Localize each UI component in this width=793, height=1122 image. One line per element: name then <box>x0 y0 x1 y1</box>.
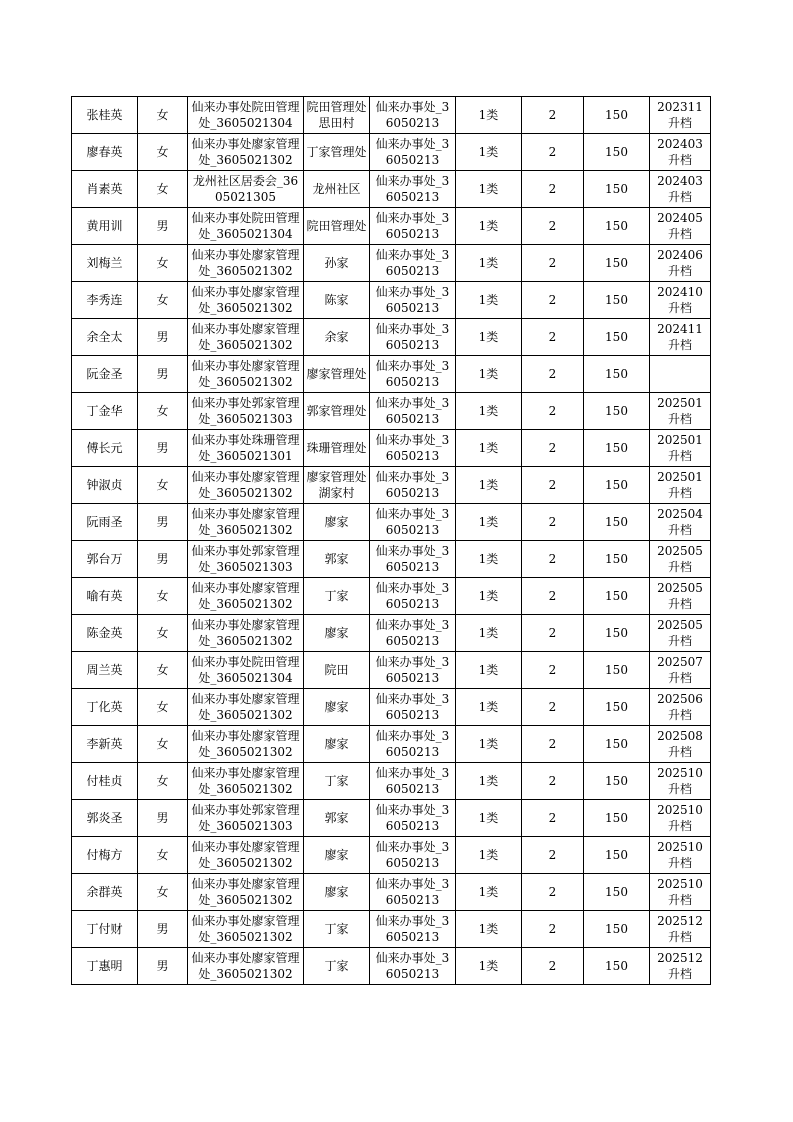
count-cell: 2 <box>522 208 584 245</box>
category-cell: 1类 <box>456 615 522 652</box>
org-cell: 仙来办事处廖家管理处_3605021302 <box>188 911 304 948</box>
table-row <box>72 282 711 319</box>
note-cell: 202512升档 <box>650 948 711 985</box>
note-cell: 202505升档 <box>650 541 711 578</box>
area-cell: 廖家 <box>304 689 370 726</box>
name-cell: 阮雨圣 <box>72 504 138 541</box>
area-cell: 丁家 <box>304 948 370 985</box>
area-cell: 院田管理处思田村 <box>304 97 370 134</box>
category-cell: 1类 <box>456 652 522 689</box>
category-cell: 1类 <box>456 948 522 985</box>
org-cell: 仙来办事处廖家管理处_3605021302 <box>188 245 304 282</box>
amount-cell: 150 <box>584 245 650 282</box>
office-cell: 仙来办事处_36050213 <box>370 208 456 245</box>
note-cell: 202311升档 <box>650 97 711 134</box>
amount-cell: 150 <box>584 800 650 837</box>
amount-cell: 150 <box>584 393 650 430</box>
org-cell: 仙来办事处郭家管理处_3605021303 <box>188 393 304 430</box>
name-cell: 丁金华 <box>72 393 138 430</box>
category-cell: 1类 <box>456 689 522 726</box>
area-cell: 廖家 <box>304 874 370 911</box>
org-cell: 仙来办事处郭家管理处_3605021303 <box>188 541 304 578</box>
org-cell: 仙来办事处廖家管理处_3605021302 <box>188 467 304 504</box>
org-cell: 仙来办事处廖家管理处_3605021302 <box>188 319 304 356</box>
table-row <box>72 319 711 356</box>
note-cell: 202501升档 <box>650 467 711 504</box>
count-cell: 2 <box>522 763 584 800</box>
amount-cell: 150 <box>584 763 650 800</box>
category-cell: 1类 <box>456 911 522 948</box>
amount-cell: 150 <box>584 319 650 356</box>
note-cell: 202505升档 <box>650 578 711 615</box>
category-cell: 1类 <box>456 171 522 208</box>
note-cell: 202506升档 <box>650 689 711 726</box>
table-row <box>72 245 711 282</box>
org-cell: 仙来办事处院田管理处_3605021304 <box>188 208 304 245</box>
name-cell: 刘梅兰 <box>72 245 138 282</box>
org-cell: 仙来办事处廖家管理处_3605021302 <box>188 837 304 874</box>
count-cell: 2 <box>522 319 584 356</box>
area-cell: 丁家管理处 <box>304 134 370 171</box>
category-cell: 1类 <box>456 282 522 319</box>
org-cell: 仙来办事处廖家管理处_3605021302 <box>188 356 304 393</box>
count-cell: 2 <box>522 800 584 837</box>
name-cell: 廖春英 <box>72 134 138 171</box>
name-cell: 阮金圣 <box>72 356 138 393</box>
area-cell: 郭家 <box>304 541 370 578</box>
count-cell: 2 <box>522 578 584 615</box>
category-cell: 1类 <box>456 726 522 763</box>
category-cell: 1类 <box>456 393 522 430</box>
org-cell: 仙来办事处郭家管理处_3605021303 <box>188 800 304 837</box>
gender-cell: 男 <box>138 430 188 467</box>
name-cell: 余群英 <box>72 874 138 911</box>
office-cell: 仙来办事处_36050213 <box>370 763 456 800</box>
office-cell: 仙来办事处_36050213 <box>370 689 456 726</box>
name-cell: 付梅方 <box>72 837 138 874</box>
area-cell: 院田管理处 <box>304 208 370 245</box>
amount-cell: 150 <box>584 356 650 393</box>
note-cell: 202410升档 <box>650 282 711 319</box>
gender-cell: 女 <box>138 615 188 652</box>
table-row <box>72 393 711 430</box>
office-cell: 仙来办事处_36050213 <box>370 911 456 948</box>
org-cell: 仙来办事处院田管理处_3605021304 <box>188 97 304 134</box>
name-cell: 丁惠明 <box>72 948 138 985</box>
count-cell: 2 <box>522 911 584 948</box>
category-cell: 1类 <box>456 763 522 800</box>
area-cell: 丁家 <box>304 911 370 948</box>
area-cell: 廖家管理处 <box>304 356 370 393</box>
table-row <box>72 837 711 874</box>
org-cell: 仙来办事处珠珊管理处_3605021301 <box>188 430 304 467</box>
amount-cell: 150 <box>584 874 650 911</box>
org-cell: 仙来办事处廖家管理处_3605021302 <box>188 504 304 541</box>
category-cell: 1类 <box>456 356 522 393</box>
area-cell: 陈家 <box>304 282 370 319</box>
count-cell: 2 <box>522 356 584 393</box>
office-cell: 仙来办事处_36050213 <box>370 467 456 504</box>
gender-cell: 男 <box>138 911 188 948</box>
table-row <box>72 134 711 171</box>
org-cell: 仙来办事处廖家管理处_3605021302 <box>188 948 304 985</box>
area-cell: 廖家 <box>304 837 370 874</box>
gender-cell: 女 <box>138 171 188 208</box>
gender-cell: 女 <box>138 578 188 615</box>
amount-cell: 150 <box>584 134 650 171</box>
office-cell: 仙来办事处_36050213 <box>370 134 456 171</box>
count-cell: 2 <box>522 171 584 208</box>
table-row <box>72 356 711 393</box>
gender-cell: 女 <box>138 134 188 171</box>
gender-cell: 男 <box>138 356 188 393</box>
org-cell: 仙来办事处廖家管理处_3605021302 <box>188 689 304 726</box>
category-cell: 1类 <box>456 467 522 504</box>
category-cell: 1类 <box>456 245 522 282</box>
org-cell: 仙来办事处廖家管理处_3605021302 <box>188 578 304 615</box>
office-cell: 仙来办事处_36050213 <box>370 245 456 282</box>
category-cell: 1类 <box>456 541 522 578</box>
note-cell: 202403升档 <box>650 134 711 171</box>
office-cell: 仙来办事处_36050213 <box>370 541 456 578</box>
amount-cell: 150 <box>584 467 650 504</box>
area-cell: 郭家 <box>304 800 370 837</box>
amount-cell: 150 <box>584 97 650 134</box>
area-cell: 廖家 <box>304 504 370 541</box>
category-cell: 1类 <box>456 874 522 911</box>
note-cell: 202507升档 <box>650 652 711 689</box>
office-cell: 仙来办事处_36050213 <box>370 97 456 134</box>
name-cell: 李秀连 <box>72 282 138 319</box>
table-row <box>72 504 711 541</box>
amount-cell: 150 <box>584 837 650 874</box>
name-cell: 傅长元 <box>72 430 138 467</box>
amount-cell: 150 <box>584 689 650 726</box>
note-cell: 202512升档 <box>650 911 711 948</box>
count-cell: 2 <box>522 467 584 504</box>
gender-cell: 女 <box>138 282 188 319</box>
office-cell: 仙来办事处_36050213 <box>370 837 456 874</box>
category-cell: 1类 <box>456 430 522 467</box>
count-cell: 2 <box>522 726 584 763</box>
category-cell: 1类 <box>456 319 522 356</box>
name-cell: 黄用训 <box>72 208 138 245</box>
amount-cell: 150 <box>584 578 650 615</box>
table-row <box>72 689 711 726</box>
note-cell: 202501升档 <box>650 393 711 430</box>
count-cell: 2 <box>522 134 584 171</box>
category-cell: 1类 <box>456 134 522 171</box>
table-row <box>72 726 711 763</box>
name-cell: 余全太 <box>72 319 138 356</box>
table-row <box>72 578 711 615</box>
gender-cell: 男 <box>138 948 188 985</box>
gender-cell: 女 <box>138 467 188 504</box>
org-cell: 仙来办事处廖家管理处_3605021302 <box>188 763 304 800</box>
name-cell: 陈金英 <box>72 615 138 652</box>
note-cell: 202406升档 <box>650 245 711 282</box>
gender-cell: 男 <box>138 208 188 245</box>
office-cell: 仙来办事处_36050213 <box>370 578 456 615</box>
name-cell: 丁化英 <box>72 689 138 726</box>
table-row <box>72 430 711 467</box>
gender-cell: 女 <box>138 97 188 134</box>
count-cell: 2 <box>522 393 584 430</box>
count-cell: 2 <box>522 541 584 578</box>
count-cell: 2 <box>522 615 584 652</box>
area-cell: 丁家 <box>304 578 370 615</box>
org-cell: 仙来办事处院田管理处_3605021304 <box>188 652 304 689</box>
table-row <box>72 467 711 504</box>
count-cell: 2 <box>522 245 584 282</box>
note-cell: 202510升档 <box>650 874 711 911</box>
table-row <box>72 171 711 208</box>
count-cell: 2 <box>522 97 584 134</box>
table-row <box>72 615 711 652</box>
table-row <box>72 911 711 948</box>
count-cell: 2 <box>522 504 584 541</box>
table-row <box>72 652 711 689</box>
count-cell: 2 <box>522 837 584 874</box>
area-cell: 廖家管理处湖家村 <box>304 467 370 504</box>
name-cell: 张桂英 <box>72 97 138 134</box>
area-cell: 孙家 <box>304 245 370 282</box>
category-cell: 1类 <box>456 208 522 245</box>
name-cell: 周兰英 <box>72 652 138 689</box>
area-cell: 院田 <box>304 652 370 689</box>
category-cell: 1类 <box>456 837 522 874</box>
name-cell: 付桂贞 <box>72 763 138 800</box>
office-cell: 仙来办事处_36050213 <box>370 948 456 985</box>
org-cell: 仙来办事处廖家管理处_3605021302 <box>188 726 304 763</box>
office-cell: 仙来办事处_36050213 <box>370 504 456 541</box>
office-cell: 仙来办事处_36050213 <box>370 800 456 837</box>
table-row <box>72 800 711 837</box>
office-cell: 仙来办事处_36050213 <box>370 726 456 763</box>
amount-cell: 150 <box>584 615 650 652</box>
table-row <box>72 763 711 800</box>
amount-cell: 150 <box>584 430 650 467</box>
name-cell: 丁付财 <box>72 911 138 948</box>
amount-cell: 150 <box>584 504 650 541</box>
gender-cell: 女 <box>138 393 188 430</box>
gender-cell: 女 <box>138 245 188 282</box>
count-cell: 2 <box>522 430 584 467</box>
office-cell: 仙来办事处_36050213 <box>370 874 456 911</box>
table-row <box>72 97 711 134</box>
table-row <box>72 541 711 578</box>
category-cell: 1类 <box>456 504 522 541</box>
amount-cell: 150 <box>584 282 650 319</box>
note-cell: 202510升档 <box>650 837 711 874</box>
office-cell: 仙来办事处_36050213 <box>370 171 456 208</box>
office-cell: 仙来办事处_36050213 <box>370 282 456 319</box>
org-cell: 仙来办事处廖家管理处_3605021302 <box>188 134 304 171</box>
area-cell: 郭家管理处 <box>304 393 370 430</box>
gender-cell: 女 <box>138 874 188 911</box>
table-body <box>72 97 711 985</box>
name-cell: 郭台万 <box>72 541 138 578</box>
table-row <box>72 874 711 911</box>
amount-cell: 150 <box>584 948 650 985</box>
area-cell: 廖家 <box>304 615 370 652</box>
gender-cell: 女 <box>138 726 188 763</box>
amount-cell: 150 <box>584 652 650 689</box>
note-cell: 202510升档 <box>650 763 711 800</box>
gender-cell: 男 <box>138 800 188 837</box>
note-cell: 202411升档 <box>650 319 711 356</box>
amount-cell: 150 <box>584 911 650 948</box>
gender-cell: 女 <box>138 689 188 726</box>
area-cell: 龙州社区 <box>304 171 370 208</box>
gender-cell: 女 <box>138 763 188 800</box>
name-cell: 李新英 <box>72 726 138 763</box>
note-cell: 202504升档 <box>650 504 711 541</box>
office-cell: 仙来办事处_36050213 <box>370 430 456 467</box>
amount-cell: 150 <box>584 171 650 208</box>
note-cell: 202505升档 <box>650 615 711 652</box>
note-cell <box>650 356 711 393</box>
area-cell: 丁家 <box>304 763 370 800</box>
office-cell: 仙来办事处_36050213 <box>370 652 456 689</box>
count-cell: 2 <box>522 874 584 911</box>
note-cell: 202508升档 <box>650 726 711 763</box>
gender-cell: 女 <box>138 837 188 874</box>
amount-cell: 150 <box>584 541 650 578</box>
count-cell: 2 <box>522 282 584 319</box>
office-cell: 仙来办事处_36050213 <box>370 319 456 356</box>
gender-cell: 男 <box>138 319 188 356</box>
gender-cell: 女 <box>138 652 188 689</box>
name-cell: 肖素英 <box>72 171 138 208</box>
office-cell: 仙来办事处_36050213 <box>370 393 456 430</box>
amount-cell: 150 <box>584 726 650 763</box>
note-cell: 202501升档 <box>650 430 711 467</box>
area-cell: 廖家 <box>304 726 370 763</box>
note-cell: 202403升档 <box>650 171 711 208</box>
note-cell: 202405升档 <box>650 208 711 245</box>
category-cell: 1类 <box>456 97 522 134</box>
org-cell: 仙来办事处廖家管理处_3605021302 <box>188 282 304 319</box>
table-row <box>72 948 711 985</box>
count-cell: 2 <box>522 689 584 726</box>
table-row <box>72 208 711 245</box>
name-cell: 钟淑贞 <box>72 467 138 504</box>
category-cell: 1类 <box>456 800 522 837</box>
count-cell: 2 <box>522 948 584 985</box>
note-cell: 202510升档 <box>650 800 711 837</box>
org-cell: 仙来办事处廖家管理处_3605021302 <box>188 615 304 652</box>
name-cell: 郭炎圣 <box>72 800 138 837</box>
gender-cell: 男 <box>138 504 188 541</box>
office-cell: 仙来办事处_36050213 <box>370 615 456 652</box>
org-cell: 仙来办事处廖家管理处_3605021302 <box>188 874 304 911</box>
area-cell: 余家 <box>304 319 370 356</box>
category-cell: 1类 <box>456 578 522 615</box>
count-cell: 2 <box>522 652 584 689</box>
name-cell: 喻有英 <box>72 578 138 615</box>
amount-cell: 150 <box>584 208 650 245</box>
area-cell: 珠珊管理处 <box>304 430 370 467</box>
gender-cell: 男 <box>138 541 188 578</box>
records-table <box>71 96 711 985</box>
office-cell: 仙来办事处_36050213 <box>370 356 456 393</box>
org-cell: 龙州社区居委会_3605021305 <box>188 171 304 208</box>
